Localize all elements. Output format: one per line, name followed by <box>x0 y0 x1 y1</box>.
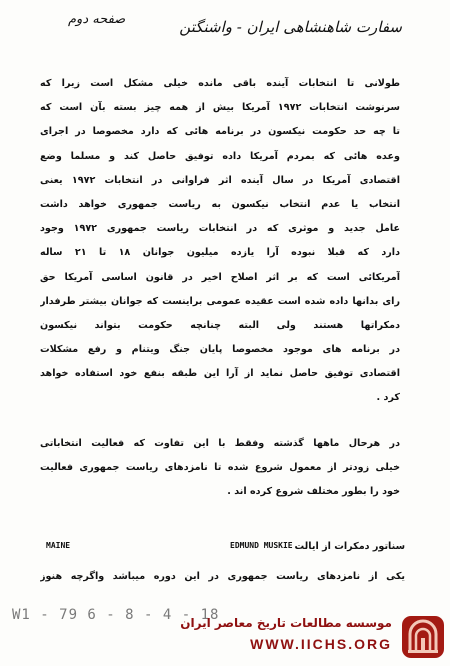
paragraph2-line: خود را بطور مختلف شروع کرده اند . <box>227 486 400 497</box>
paragraph2-line: در هرحال ماهها گذشته وفقط با این تفاوت که فعالیت انتخاباتی <box>40 437 400 449</box>
body-line: رای بدانها داده شده است عقیده عمومی براینست که جوانان بیشتر طرفدار <box>40 295 400 307</box>
institute-url: WWW.IICHS.ORG <box>250 636 392 652</box>
body-line: وعده هائی که بمردم آمریکا داده توفیق حاصل کند و مسلما وضع <box>40 150 400 162</box>
footer-logo <box>180 612 450 666</box>
document-body <box>40 72 400 504</box>
latin-name-muskie: EDMUND MUSKIE <box>230 541 293 550</box>
paragraph2-line: خیلی زودتر از معمول شروع شده تا نامزدهای ریاست جمهوری فعالیت <box>40 461 400 473</box>
body-line: سرنوشت انتخابات ۱۹۷۲ آمریکا بیش از همه چیز بسته بآن است که <box>40 102 400 114</box>
final-line: یکی از نامزدهای ریاست جمهوری در این دوره میباشد واگرچه هنوز <box>40 571 405 582</box>
archive-stamp: W1 - 79 6 - 8 - 4 - 18 <box>12 607 220 623</box>
body-line: عامل جدید و موثری که در انتخابات ریاست جمهوری ۱۹۷۲ وجود <box>40 223 400 235</box>
body-line: دارد که قبلا نبوده آرا یازده میلیون جوانان ۱۸ تا ۲۱ ساله <box>40 247 400 259</box>
institute-logo-icon <box>400 614 446 660</box>
embassy-letterhead-title: سفارت شاهنشاهی ایران - واشنگتن <box>179 18 402 36</box>
latin-name-maine: MAINE <box>46 541 71 550</box>
institute-name: موسسه مطالعات تاریخ معاصر ایران <box>180 616 392 630</box>
body-line: اقتصادی توفیق حاصل نماید از آرا این طبقه بنفع خود استفاده خواهد <box>40 368 400 380</box>
body-line: کرد . <box>376 392 400 404</box>
body-line: در برنامه های موجود مخصوصا پایان جنگ ویتنام و رفع مشکلات <box>40 344 400 356</box>
names-line <box>40 541 405 559</box>
letterhead <box>0 8 450 48</box>
page-number-label: صفحه دوم <box>68 12 126 27</box>
body-line: طولانی تا انتخابات آینده باقی مانده خیلی مشکل است زیرا که <box>40 78 400 89</box>
body-line: آمریکائی است که بر اثر اصلاح اخیر در قانون اساسی آمریکا حق <box>40 271 400 283</box>
body-line: انتخاب یا عدم انتخاب نیکسون به ریاست جمهوری خواهد داشت <box>40 198 400 210</box>
body-line: دمکراتها هستند ولی البته چنانچه حکومت بتواند نیکسون <box>40 319 400 331</box>
body-line: تا چه حد حکومت نیکسون در برنامه هائی که دارد مخصوصا در اجرای <box>40 126 400 138</box>
names-line-text: سناتور دمکرات از ایالت <box>294 541 405 552</box>
body-line: اقتصادی آمریکا در سال آینده اثر فراوانی در انتخابات ۱۹۷۲ یعنی <box>40 174 400 186</box>
